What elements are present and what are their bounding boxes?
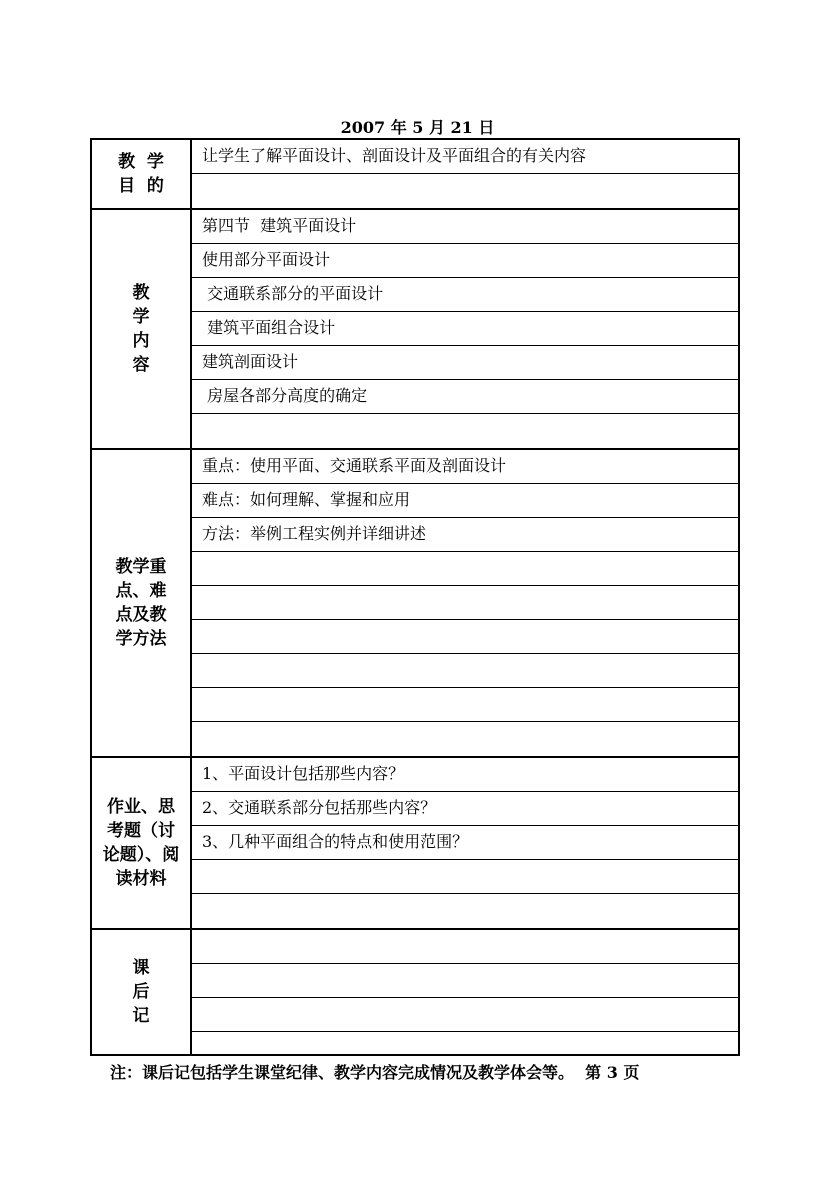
content-row: 1、平面设计包括那些内容？: [192, 758, 738, 792]
section-rows: [192, 210, 738, 448]
label-line: 课: [132, 958, 150, 978]
content-row: 3、几种平面组合的特点和使用范围？: [192, 826, 738, 860]
section-key-points-methods: [92, 448, 738, 756]
content-row: [192, 860, 738, 894]
content-row: [192, 998, 738, 1032]
content-row: [192, 688, 738, 722]
label-line: 学: [132, 307, 150, 327]
label-line: 教: [132, 283, 150, 303]
section-label: [92, 450, 192, 756]
section-teaching-content: [92, 208, 738, 448]
label-line: 论题）、阅: [102, 845, 180, 865]
label-line: 目 的: [118, 176, 164, 196]
label-line: 点及教: [115, 605, 167, 625]
label-line: 记: [132, 1006, 150, 1026]
lesson-plan-table: [90, 138, 740, 1056]
date-heading: 2007 年 5 月 21 日: [340, 118, 495, 137]
content-row: 第四节 建筑平面设计: [192, 210, 738, 244]
content-row: 交通联系部分的平面设计: [192, 278, 738, 312]
label-line: 读材料: [115, 869, 167, 889]
label-line: 教 学: [118, 152, 164, 172]
label-line: 作业、思: [107, 797, 175, 817]
content-row: [192, 894, 738, 928]
section-label: [92, 930, 192, 1054]
content-row: [192, 552, 738, 586]
content-row: 使用部分平面设计: [192, 244, 738, 278]
content-row: [192, 620, 738, 654]
section-label: [92, 140, 192, 208]
content-row: 建筑平面组合设计: [192, 312, 738, 346]
content-row: 房屋各部分高度的确定: [192, 380, 738, 414]
content-row: [192, 414, 738, 448]
content-row: [192, 722, 738, 756]
section-rows: [192, 930, 738, 1066]
section-label: [92, 758, 192, 928]
content-row: 方法：举例工程实例并详细讲述: [192, 518, 738, 552]
content-row: 让学生了解平面设计、剖面设计及平面组合的有关内容: [192, 140, 738, 174]
label-line: 后: [132, 982, 150, 1002]
content-row: [192, 174, 738, 208]
label-line: 点、难: [115, 581, 167, 601]
section-rows: [192, 758, 738, 928]
label-line: 教学重: [115, 557, 167, 577]
content-row: [192, 654, 738, 688]
label-line: 考题（讨: [107, 821, 175, 841]
section-homework-questions: [92, 756, 738, 928]
content-row: [192, 586, 738, 620]
content-row: 2、交通联系部分包括那些内容？: [192, 792, 738, 826]
footer-note: 注：课后记包括学生课堂纪律、教学内容完成情况及教学体会等。 第 3 页: [110, 1063, 640, 1082]
content-row: 难点：如何理解、掌握和应用: [192, 484, 738, 518]
label-line: 学方法: [115, 629, 167, 649]
section-teaching-objective: [92, 140, 738, 208]
content-row: 重点：使用平面、交通联系平面及剖面设计: [192, 450, 738, 484]
section-rows: [192, 450, 738, 756]
content-row: [192, 964, 738, 998]
content-row: 建筑剖面设计: [192, 346, 738, 380]
section-label: [92, 210, 192, 448]
label-line: 容: [132, 355, 150, 375]
section-post-class-notes: [92, 928, 738, 1054]
section-rows: [192, 140, 738, 208]
content-row: [192, 930, 738, 964]
label-line: 内: [132, 331, 150, 351]
